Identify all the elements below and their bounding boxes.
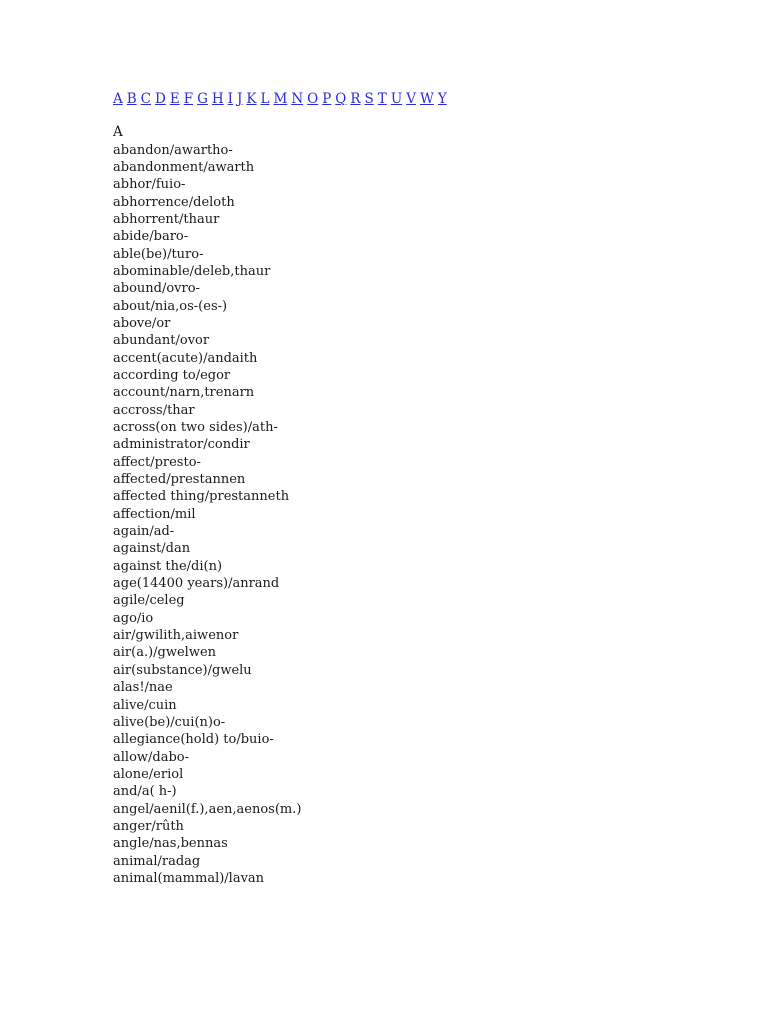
alphabet-index-nav xyxy=(113,89,451,109)
word-entry: according to/egor xyxy=(113,367,231,383)
word-entry: abhor/fuio- xyxy=(113,177,186,193)
alphabet-link-r[interactable]: R xyxy=(350,91,361,107)
alphabet-link-b[interactable]: B xyxy=(126,91,137,107)
alphabet-link-c[interactable]: C xyxy=(140,91,152,107)
word-entry: abundant/ovor xyxy=(113,333,210,349)
alphabet-link-f[interactable]: F xyxy=(183,91,194,107)
alphabet-link-w[interactable]: W xyxy=(419,91,434,107)
word-entry: affect/presto- xyxy=(113,454,201,470)
alphabet-link-q[interactable]: Q xyxy=(335,91,347,107)
alphabet-link-k[interactable]: K xyxy=(246,91,257,107)
alphabet-link-l[interactable]: L xyxy=(260,91,270,107)
word-entry: ago/io xyxy=(113,610,154,626)
word-entry: alone/eriol xyxy=(113,766,184,782)
word-entry: accent(acute)/andaith xyxy=(113,350,258,366)
word-entry: administrator/condir xyxy=(113,437,250,453)
word-entry: again/ad- xyxy=(113,524,175,540)
word-entry: age(14400 years)/anrand xyxy=(113,576,280,592)
alphabet-link-t[interactable]: T xyxy=(377,91,387,107)
word-entry: about/nia,os-(es-) xyxy=(113,298,228,314)
word-entry: affected/prestannen xyxy=(113,472,246,488)
word-entry: alas!/nae xyxy=(113,680,173,696)
word-entry: alive/cuin xyxy=(113,697,177,713)
word-entry: animal/radag xyxy=(113,853,201,869)
word-entry: and/a( h-) xyxy=(113,784,177,800)
alphabet-link-g[interactable]: G xyxy=(197,91,208,107)
word-entry: able(be)/turo- xyxy=(113,246,204,262)
word-entry: air(substance)/gwelu xyxy=(113,662,252,678)
alphabet-link-s[interactable]: S xyxy=(364,91,374,107)
alphabet-link-p[interactable]: P xyxy=(322,91,332,107)
word-entry: angle/nas,bennas xyxy=(113,836,228,852)
word-entry: abominable/deleb,thaur xyxy=(113,263,271,279)
alphabet-link-d[interactable]: D xyxy=(155,91,166,107)
alphabet-link-o[interactable]: O xyxy=(307,91,319,107)
word-entry-list xyxy=(113,142,301,888)
word-entry: air/gwilith,aiwenor xyxy=(113,628,239,644)
alphabet-link-h[interactable]: H xyxy=(211,91,224,107)
word-entry: allegiance(hold) to/buio- xyxy=(113,732,274,748)
word-entry: affection/mil xyxy=(113,506,196,522)
word-entry: anger/rûth xyxy=(113,818,184,834)
word-entry: against/dan xyxy=(113,541,191,557)
alphabet-link-a[interactable]: A xyxy=(113,91,123,107)
alphabet-link-e[interactable]: E xyxy=(169,91,180,107)
word-entry: abhorrence/deloth xyxy=(113,194,235,210)
word-entry: abandon/awartho- xyxy=(113,142,233,158)
word-entry: abandonment/awarth xyxy=(113,159,255,175)
alphabet-link-i[interactable]: I xyxy=(227,91,233,107)
word-entry: abound/ovro- xyxy=(113,281,200,297)
word-entry: alive(be)/cui(n)o- xyxy=(113,714,226,730)
word-entry: angel/aenil(f.),aen,aenos(m.) xyxy=(113,801,302,817)
word-entry: allow/dabo- xyxy=(113,749,190,765)
word-entry: agile/celeg xyxy=(113,593,185,609)
word-entry: across(on two sides)/ath- xyxy=(113,420,278,435)
word-entry: above/or xyxy=(113,315,171,331)
word-entry: against the/di(n) xyxy=(113,558,223,574)
word-entry: accross/thar xyxy=(113,402,195,418)
word-entry: abide/baro- xyxy=(113,229,189,245)
word-entry: animal(mammal)/lavan xyxy=(113,870,265,886)
word-entry: abhorrent/thaur xyxy=(113,211,220,227)
alphabet-link-j[interactable]: J xyxy=(237,91,243,107)
alphabet-link-u[interactable]: U xyxy=(390,91,403,107)
alphabet-link-y[interactable]: Y xyxy=(437,91,447,107)
alphabet-link-m[interactable]: M xyxy=(273,91,288,107)
section-letter-heading: A xyxy=(113,124,123,140)
word-entry: air(a.)/gwelwen xyxy=(113,645,217,661)
alphabet-link-n[interactable]: N xyxy=(291,91,304,107)
alphabet-link-v[interactable]: V xyxy=(406,91,416,107)
word-entry: account/narn,trenarn xyxy=(113,385,255,401)
word-entry: affected thing/prestanneth xyxy=(113,489,290,505)
